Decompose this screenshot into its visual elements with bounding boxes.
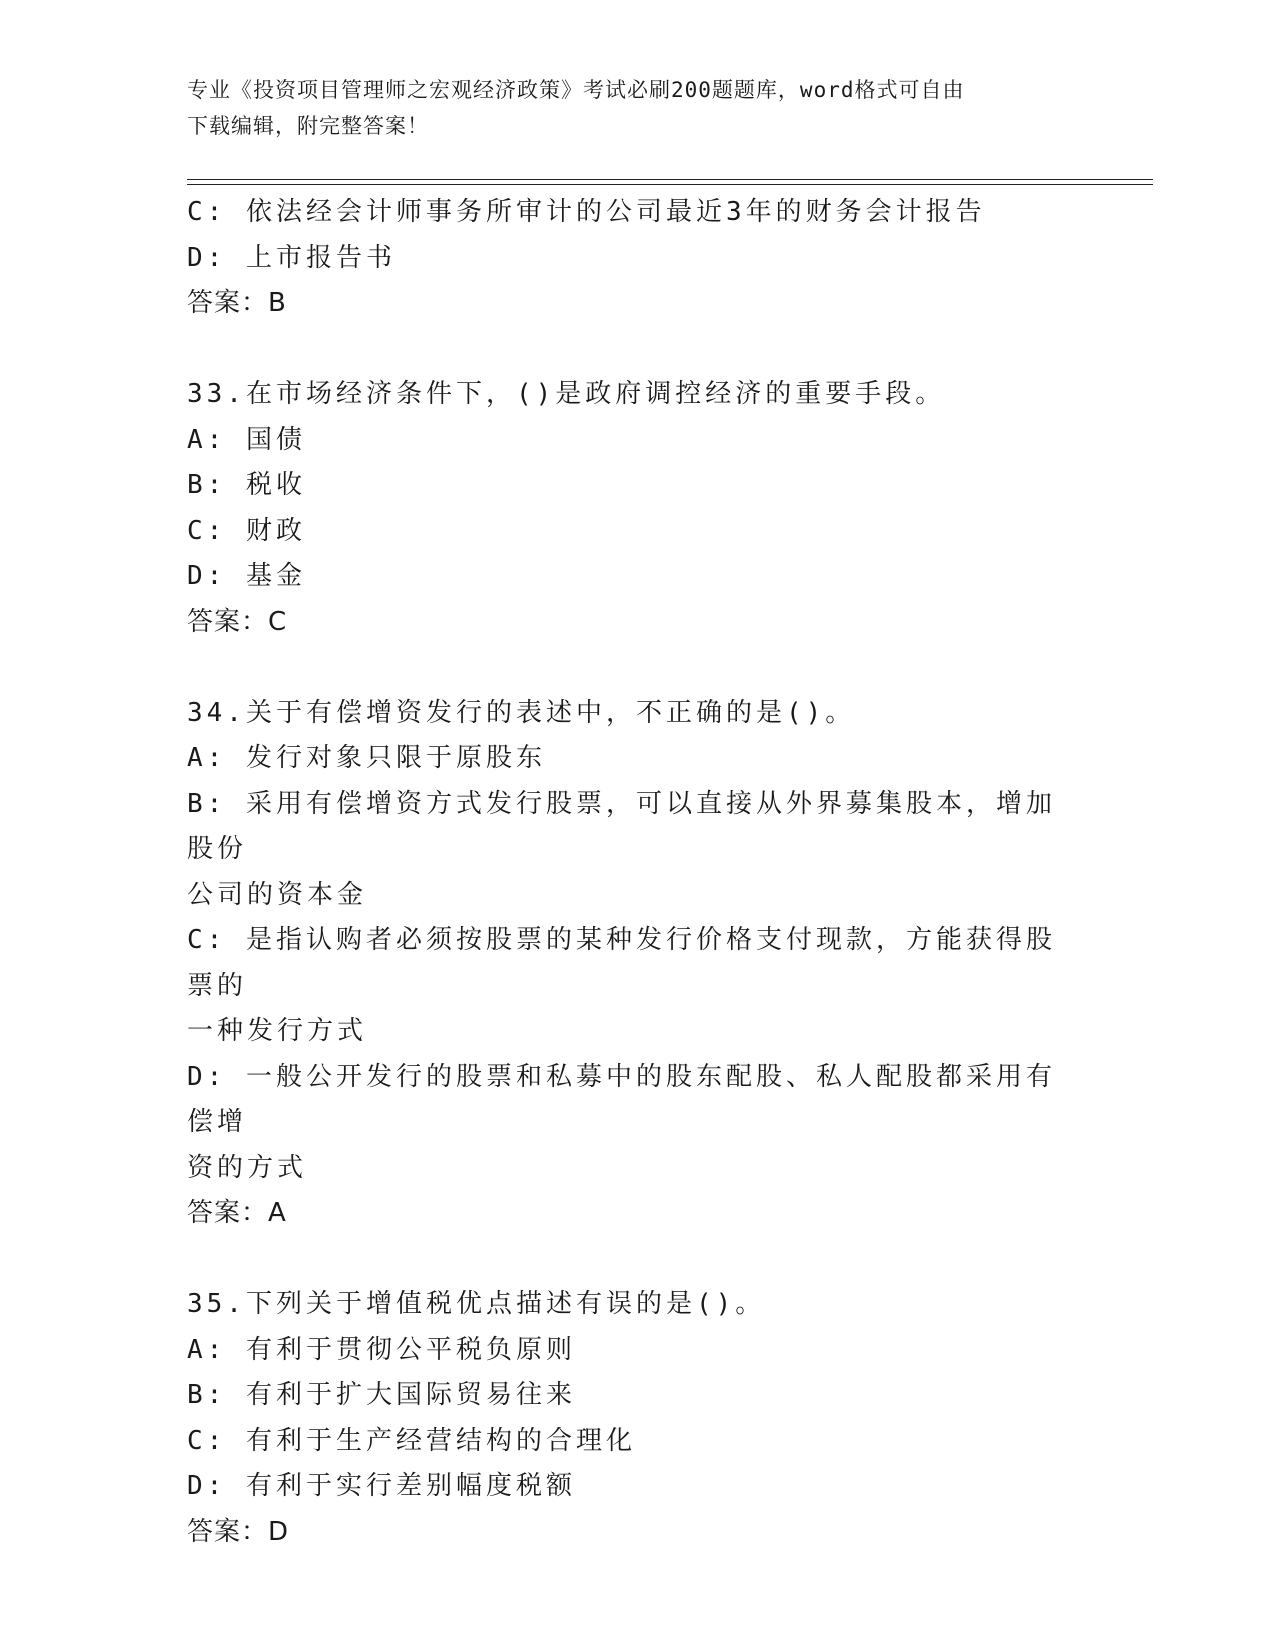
option-c-line-1: C: 是指认购者必须按股票的某种发行价格支付现款，方能获得股票的: [187, 925, 1056, 1001]
answer-line: 答案：B: [187, 288, 287, 318]
document-header: [187, 72, 1067, 144]
option-c: C: 有利于生产经营结构的合理化: [187, 1425, 636, 1456]
option-b-line-1: B: 采用有偿增资方式发行股票，可以直接从外界募集股本，增加股份: [187, 788, 1056, 864]
option-c-line-2: 一种发行方式: [187, 1016, 368, 1046]
option-b-line-2: 公司的资本金: [187, 879, 368, 910]
answer-line: 答案：C: [187, 606, 288, 637]
question-list: [187, 190, 1067, 1555]
answer-line: 答案：D: [187, 1516, 290, 1547]
option-c: C: 财政: [187, 515, 306, 546]
option-d-line-2: 资的方式: [187, 1152, 308, 1183]
option-a: A: 国债: [187, 424, 306, 455]
question-stem: 33.在市场经济条件下，()是政府调控经济的重要手段。: [187, 379, 946, 409]
option-d-line-1: D: 一般公开发行的股票和私募中的股东配股、私人配股都采用有偿增: [187, 1061, 1056, 1137]
spacer: [187, 645, 1067, 691]
option-a: A: 有利于贯彻公平税负原则: [187, 1334, 576, 1365]
header-line-2: 下载编辑，附完整答案！: [187, 114, 429, 138]
header-line-1: 专业《投资项目管理师之宏观经济政策》考试必刷200题题库，word格式可自由: [187, 78, 965, 102]
option-a: A: 发行对象只限于原股东: [187, 743, 546, 773]
answer-line: 答案：A: [187, 1198, 287, 1228]
option-c: C: 依法经会计师事务所审计的公司最近3年的财务会计报告: [187, 197, 986, 227]
option-d: D: 有利于实行差别幅度税额: [187, 1471, 576, 1501]
option-b: B: 税收: [187, 470, 306, 500]
spacer: [187, 1237, 1067, 1283]
question-block-34: [187, 691, 1067, 1237]
option-d: D: 上市报告书: [187, 242, 396, 273]
option-b: B: 有利于扩大国际贸易往来: [187, 1380, 576, 1410]
question-block-33: [187, 372, 1067, 645]
header-divider-bottom: [187, 184, 1153, 185]
question-block-35: [187, 1282, 1067, 1555]
question-stem: 35.下列关于增值税优点描述有误的是()。: [187, 1289, 766, 1319]
spacer: [187, 327, 1067, 373]
header-divider-top: [187, 179, 1153, 180]
option-d: D: 基金: [187, 561, 306, 591]
question-stem: 34.关于有偿增资发行的表述中，不正确的是()。: [187, 697, 856, 728]
question-block-32: [187, 190, 1067, 327]
